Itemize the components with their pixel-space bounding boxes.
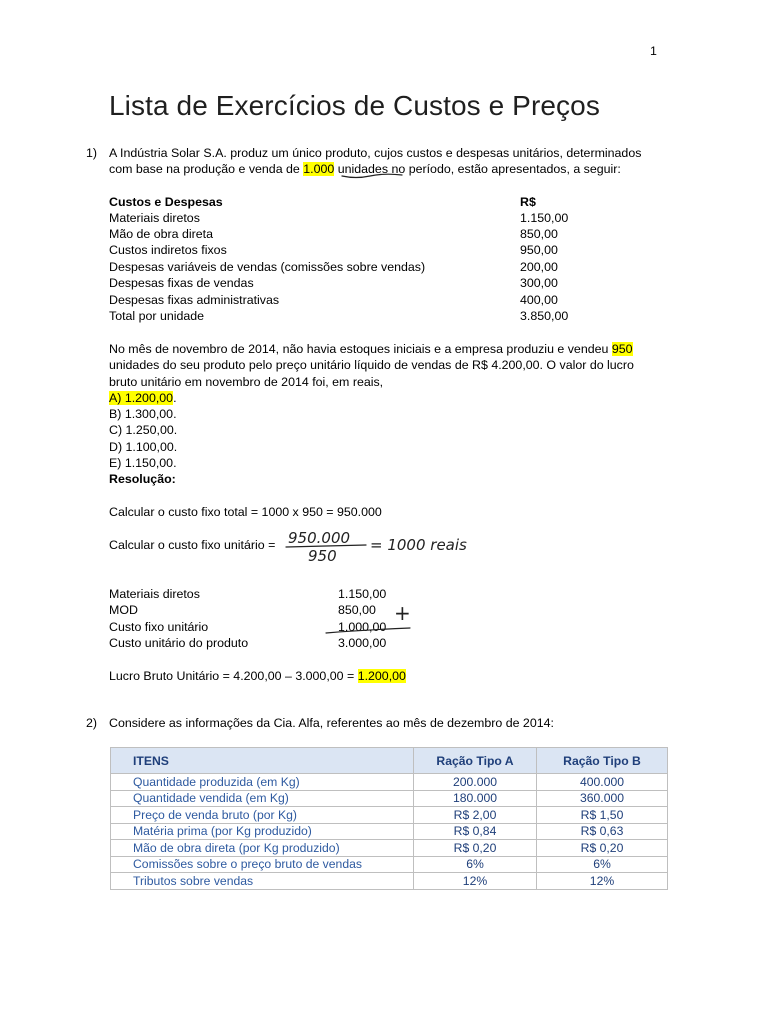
alfa-header-type-a: Ração Tipo A: [414, 748, 537, 774]
table-cell: 12%: [414, 873, 537, 890]
hand-underline-unidades: [340, 172, 404, 180]
costs-row-label: Materiais diretos: [109, 211, 200, 225]
table-cell: 200.000: [414, 774, 537, 791]
alfa-header-type-b: Ração Tipo B: [537, 748, 668, 774]
option-c: C) 1.250,00.: [109, 423, 178, 437]
question-1-para-line3: bruto unitário em novembro de 2014 foi, em reais,: [109, 375, 384, 389]
costs-row-label: Mão de obra direta: [109, 227, 214, 241]
table-row: [111, 840, 668, 857]
alfa-header-items: ITENS: [111, 748, 414, 774]
handwritten-fraction: [284, 528, 504, 566]
question-1-number: 1): [86, 146, 98, 160]
table-cell: Tributos sobre vendas: [111, 873, 414, 890]
table-cell: R$ 2,00: [414, 807, 537, 824]
page-number: 1: [650, 44, 657, 58]
hand-denominator: 950: [308, 547, 337, 565]
cost-row-label: Custo fixo unitário: [109, 620, 209, 634]
table-cell: Quantidade vendida (em Kg): [111, 790, 414, 807]
costs-row-value: 300,00: [520, 276, 558, 290]
option-d: D) 1.100,00.: [109, 440, 178, 454]
table-cell: 6%: [414, 856, 537, 873]
table-cell: Matéria prima (por Kg produzido): [111, 823, 414, 840]
page-title: Lista de Exercícios de Custos e Preços: [109, 90, 600, 121]
cost-row-value: 1.150,00: [338, 587, 387, 601]
cost-row-label: Materiais diretos: [109, 587, 200, 601]
question-1-intro-line2: com base na produção e venda de 1.000 unidades no período, estão apresentados, a seguir:: [109, 162, 621, 176]
alfa-table: [110, 747, 668, 890]
highlight-950: 950: [611, 342, 633, 356]
table-row: [111, 823, 668, 840]
table-cell: R$ 0,63: [537, 823, 668, 840]
table-cell: 360.000: [537, 790, 668, 807]
question-2-intro: Considere as informações da Cia. Alfa, referentes ao mês de dezembro de 2014:: [109, 716, 554, 730]
question-1-para-line2: unidades do seu produto pelo preço unitário líquido de vendas de R$ 4.200,00. O valor do lucro: [109, 358, 634, 372]
option-a: A) 1.200,00.: [109, 391, 177, 405]
costs-table-header-label: Custos e Despesas: [109, 195, 223, 209]
cost-row-label: Custo unitário do produto: [109, 636, 249, 650]
resolution-heading: Resolução:: [109, 472, 176, 486]
table-cell: 180.000: [414, 790, 537, 807]
table-row: [111, 790, 668, 807]
cost-row-value: 3.000,00: [338, 636, 387, 650]
table-cell: R$ 0,20: [537, 840, 668, 857]
costs-row-value: 850,00: [520, 227, 558, 241]
table-cell: Comissões sobre o preço bruto de vendas: [111, 856, 414, 873]
costs-row-label: Despesas variáveis de vendas (comissões sobre vendas): [109, 260, 426, 274]
table-cell: Quantidade produzida (em Kg): [111, 774, 414, 791]
table-cell: 400.000: [537, 774, 668, 791]
hand-plus: +: [394, 601, 411, 625]
costs-row-value: 950,00: [520, 243, 558, 257]
option-a-highlight: A) 1.200,00: [109, 391, 174, 405]
table-row: [111, 873, 668, 890]
highlight-1000: 1.000: [303, 162, 335, 176]
option-b: B) 1.300,00.: [109, 407, 177, 421]
question-1-intro-line1: A Indústria Solar S.A. produz um único produto, cujos custos e despesas unitários, determinados: [109, 146, 642, 160]
table-cell: Mão de obra direta (por Kg produzido): [111, 840, 414, 857]
option-e: E) 1.150,00.: [109, 456, 177, 470]
gross-profit-highlight: 1.200,00: [357, 669, 406, 683]
table-cell: R$ 0,84: [414, 823, 537, 840]
costs-row-label: Despesas fixas administrativas: [109, 293, 280, 307]
table-row: [111, 856, 668, 873]
alfa-table-header-row: [111, 748, 668, 774]
costs-row-label: Despesas fixas de vendas: [109, 276, 254, 290]
costs-row-value: 400,00: [520, 293, 558, 307]
gross-profit-line: Lucro Bruto Unitário = 4.200,00 – 3.000,00 = 1.200,00: [109, 669, 406, 683]
table-row: [111, 774, 668, 791]
calc-fixed-total: Calcular o custo fixo total = 1000 x 950 = 950.000: [109, 505, 382, 519]
handwritten-plus-sign: [322, 600, 422, 636]
table-cell: R$ 0,20: [414, 840, 537, 857]
calc-fixed-unit: Calcular o custo fixo unitário =: [109, 538, 276, 552]
table-row: [111, 807, 668, 824]
costs-row-value: 200,00: [520, 260, 558, 274]
table-cell: Preço de venda bruto (por Kg): [111, 807, 414, 824]
costs-row-label: Total por unidade: [109, 309, 205, 323]
table-cell: R$ 1,50: [537, 807, 668, 824]
units-text: unidades: [334, 162, 389, 176]
table-cell: 12%: [537, 873, 668, 890]
cost-row-label: MOD: [109, 603, 138, 617]
table-cell: 6%: [537, 856, 668, 873]
costs-row-value: 3.850,00: [520, 309, 569, 323]
costs-row-value: 1.150,00: [520, 211, 569, 225]
question-2-number: 2): [86, 716, 98, 730]
costs-row-label: Custos indiretos fixos: [109, 243, 227, 257]
cost-row-value: 850,00: [338, 603, 376, 617]
hand-result: = 1000 reais: [370, 536, 467, 554]
costs-table-header-value: R$: [520, 195, 536, 209]
hand-numerator: 950.000: [288, 529, 351, 547]
question-1-para-line1: No mês de novembro de 2014, não havia estoques iniciais e a empresa produziu e vendeu 950: [109, 342, 633, 356]
cost-row-value: 1.000,00: [338, 620, 387, 634]
